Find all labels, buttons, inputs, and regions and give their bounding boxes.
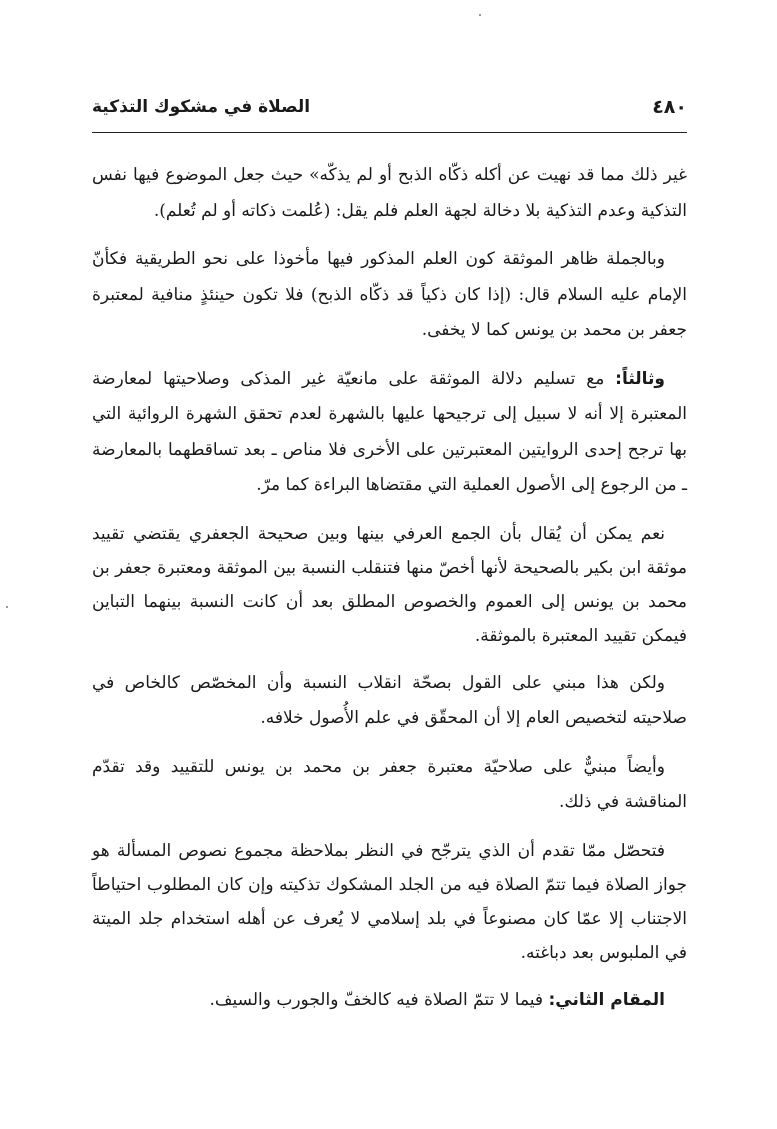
paragraph-6 <box>92 750 687 821</box>
paragraph-text: وبالجملة ظاهر الموثقة كون العلم المذكور فيها مأخوذا على نحو الطريقية فكأنّ الإمام عليه السلام قال: (إذا كان ذكياً قد ذكّاه الذبح) فلا تكون حينئذٍ منافية لمعتبرة جعفر بن محمد بن يونس كما لا يخفى. <box>92 249 687 340</box>
paragraph-label: وثالثاً: <box>615 368 665 389</box>
paragraph-8 <box>92 983 687 1019</box>
paragraph-text: فيما لا تتمّ الصلاة فيه كالخفّ والجورب والسيف. <box>209 989 549 1010</box>
paragraph-1 <box>92 158 687 229</box>
paragraph-text: مع تسليم دلالة الموثقة على مانعيّة غير المذكى وصلاحيتها لمعارضة المعتبرة إلا أنه لا سبيل إلى ترجيحها عليها بالشهرة لعدم تحقق الشهرة الروائية التي بها ترجح إحدى الروايتين المعتبرتين على الأخرى فلا مناص ـ بعد تساقطهما بالمعارضة ـ من الرجوع إلى الأصول العملية التي مقتضاها البراءة كما مرّ. <box>92 368 687 495</box>
scan-speck <box>6 606 8 608</box>
paragraph-3 <box>92 362 687 504</box>
paragraph-7 <box>92 834 687 970</box>
paragraph-text: غير ذلك مما قد نهيت عن أكله ذكّاه الذبح أو لم يذكّه» حيث جعل الموضوع فيها نفس التذكية وعدم التذكية بلا دخالة لجهة العلم فلم يقل: (عُلمت ذكاته أو لم تُعلم). <box>92 165 687 221</box>
header-divider <box>92 132 687 133</box>
running-title: الصلاة في مشكوك التذكية <box>92 97 311 117</box>
paragraph-4 <box>92 517 687 653</box>
paragraph-text: ولكن هذا مبني على القول بصحّة انقلاب النسبة وأن المخصّص كالخاص في صلاحيته لتخصيص العام إلا أن المحقّق في علم الأُصول خلافه. <box>92 672 687 728</box>
paragraph-text: وأيضاً مبنيٌّ على صلاحيّة معتبرة جعفر بن محمد بن يونس للتقييد وقد تقدّم المناقشة في ذلك. <box>92 756 687 812</box>
paragraph-label: المقام الثاني: <box>548 989 665 1010</box>
paragraph-5 <box>92 666 687 737</box>
scan-speck <box>479 14 481 16</box>
paragraph-text: نعم يمكن أن يُقال بأن الجمع العرفي بينها وبين صحيحة الجعفري يقتضي تقييد موثقة ابن بكير بالصحيحة لأنها أخصّ منها فتنقلب النسبة بين الموثقة ومعتبرة جعفر بن محمد بن يونس إلى العموم والخصوص المطلق بعد أن كانت النسبة بينهما التباين فيمكن تقييد المعتبرة بالموثقة. <box>92 523 687 646</box>
body-text <box>92 158 687 1031</box>
page-header <box>92 94 687 126</box>
page-number: ٤٨٠ <box>652 96 687 118</box>
paragraph-2 <box>92 242 687 349</box>
paragraph-text: فتحصّل ممّا تقدم أن الذي يترجّح في النظر بملاحظة مجموع نصوص المسألة هو جواز الصلاة فيما تتمّ الصلاة فيه من الجلد المشكوك تذكيته وإن كان المطلوب احتياطاً الاجتناب إلا عمّا كان مصنوعاً في بلد إسلامي لا يُعرف عن أهله استخدام جلد الميتة في الملبوس بعد دباغته. <box>92 840 687 963</box>
